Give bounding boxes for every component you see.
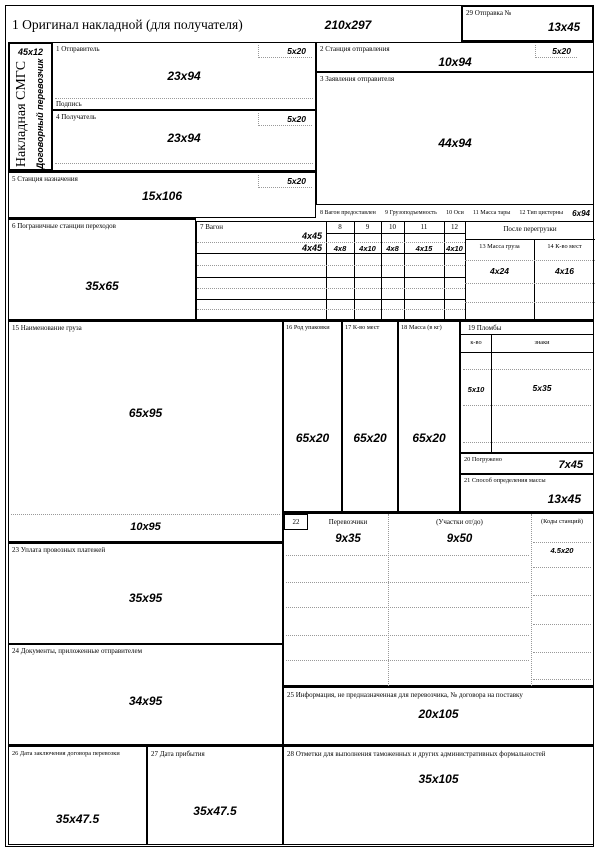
box-22-number-cell (284, 514, 308, 530)
box-28-dim: 35x105 (418, 772, 459, 786)
box-25-dim: 20x105 (418, 707, 459, 721)
wagon-col-7-dim-2: 4x45 (301, 243, 322, 253)
dotted-rule (197, 265, 465, 266)
box-2-departure-station-field (316, 42, 594, 72)
box-17-label: 17 К-во мест (345, 324, 380, 331)
rule-line (197, 253, 465, 254)
wagon-col-10-dim: 4x8 (386, 244, 399, 253)
box-20-loaded-field (460, 453, 594, 474)
box-26-contract-date-field (8, 745, 147, 845)
dotted-rule (11, 514, 280, 515)
rule-line (354, 222, 355, 319)
rule-line (326, 233, 465, 234)
wagon-col-8-dim: 4x8 (333, 244, 347, 253)
col-14-label: 14 К-во мест (547, 243, 582, 250)
dotted-rule (463, 442, 591, 443)
box-6-label: 6 Пограничные станции переходов (12, 222, 116, 230)
box-4-dim: 23x94 (167, 131, 201, 145)
box-29-label: 29 Отправка № (466, 9, 512, 17)
box-28-label: 28 Отметки для выполнения таможенных и других административных формальностей (287, 750, 546, 758)
sidebar-dim: 45x12 (17, 47, 44, 57)
box-26-dim: 35x47.5 (55, 812, 100, 826)
wagon-col-10-header: 10 (389, 223, 396, 231)
box-20-label: 20 Погружено (464, 456, 502, 463)
box-23-dim: 35x95 (128, 591, 163, 605)
box-18-dim: 65x20 (412, 431, 446, 445)
box-2-dim: 10x94 (438, 55, 472, 69)
box-18-mass-field (398, 320, 460, 512)
box-25-label: 25 Информация, не предназначенная для перевозчика, № договора на поставку (287, 691, 523, 699)
box-21-mass-method-field (460, 474, 594, 512)
rule-line (326, 222, 327, 319)
box-15-cargo-name-field (8, 320, 283, 542)
box-17-dim: 65x20 (353, 431, 387, 445)
box-29-dim: 13x45 (548, 22, 580, 34)
rule-line (381, 222, 382, 319)
dotted-rule (465, 283, 595, 284)
wagon-bar-item-11: 11 Масса тары (473, 210, 511, 216)
seals-marks-dim: 5x35 (532, 383, 552, 393)
dotted-rule (465, 260, 595, 261)
dotted-rule (533, 679, 591, 680)
box-28-customs-marks-field (283, 745, 594, 845)
box-15-dim-2: 10x95 (130, 521, 161, 533)
station-codes-header: (Коды станций) (541, 518, 583, 525)
dotted-rule (197, 242, 465, 243)
box-1-corner-dim: 5x20 (258, 45, 312, 58)
box-24-attached-documents-field (8, 644, 283, 745)
box-25-non-carrier-info-field (283, 686, 594, 745)
sidebar-subtitle-vertical: Договорный перевозчик (35, 58, 45, 170)
box-21-dim: 13x45 (547, 492, 581, 506)
box-1-dim: 23x94 (167, 69, 201, 83)
station-codes-dim: 4.5x20 (550, 546, 574, 555)
dotted-rule (286, 555, 529, 556)
box-24-label: 24 Документы, приложенные отправителем (12, 647, 143, 655)
box-16-dim: 65x20 (295, 431, 330, 445)
col-14-dim: 4x16 (555, 266, 574, 276)
dotted-rule (286, 582, 529, 583)
wagon-col-8-header: 8 (338, 223, 342, 231)
dotted-rule (286, 660, 529, 661)
box-16-package-type-field (283, 320, 342, 512)
col-13-dim: 4x24 (490, 266, 509, 276)
carriers-dim: 9x35 (335, 533, 361, 545)
wagon-col-7-label: 7 Вагон (200, 223, 223, 231)
dotted-rule (533, 652, 591, 653)
rule-line (404, 222, 405, 319)
seals-marks-header: знаки (534, 339, 550, 346)
form-title: 1 Оригинал накладной (для получателя) (12, 17, 243, 32)
dotted-rule (197, 309, 465, 310)
dotted-rule (533, 595, 591, 596)
wagon-bar-item-9: 9 Грузоподъемность (385, 210, 437, 216)
dotted-rule (55, 98, 313, 99)
wagon-col-11-header: 11 (420, 223, 428, 231)
sidebar-title-vertical: Накладная СМГС (14, 60, 29, 168)
box-20-dim: 7x45 (558, 459, 583, 471)
box-23-freight-payment-field (8, 542, 283, 644)
box-5-dim: 15x106 (141, 189, 183, 203)
box-27-arrival-date-field (147, 745, 283, 845)
wagon-col-12-header: 12 (451, 223, 458, 231)
box-19-label: 19 Пломбы (468, 324, 502, 332)
wagon-bar-dim: 6x94 (572, 208, 590, 218)
sidebar-smgs (8, 42, 53, 171)
wagon-header-bar (316, 205, 594, 221)
dotted-rule (286, 607, 529, 608)
box-3-dim: 44x94 (438, 136, 472, 150)
rule-line (465, 239, 595, 240)
wagon-bar-item-10: 10 Оси (446, 210, 464, 216)
wagon-table (196, 221, 594, 320)
box-16-label: 16 Род упаковки (286, 324, 330, 331)
wagon-bar-item-8: 8 Вагон предоставлен (320, 210, 376, 216)
box-17-pieces-count-field (342, 320, 398, 512)
box-4-receiver-field (52, 110, 316, 171)
rule-line (461, 334, 593, 335)
sections-header: (Участки от/до) (436, 518, 483, 526)
box-29-dispatch-number (461, 5, 594, 42)
box-3-sender-statements-field (316, 72, 594, 205)
box-1-label: 1 Отправитель (56, 45, 100, 53)
box-4-label: 4 Получатель (56, 113, 97, 121)
box-27-label: 27 Дата прибытия (151, 750, 205, 758)
wagon-bar-item-12: 12 Тип цистерны (519, 210, 563, 216)
wagon-col-7-dim-1: 4x45 (301, 231, 322, 241)
box-6-dim: 35x65 (85, 279, 119, 293)
dotted-rule (286, 635, 529, 636)
box-15-dim: 65x95 (128, 406, 163, 420)
box-18-label: 18 Масса (в кг) (401, 324, 442, 331)
box-5-corner-dim: 5x20 (258, 175, 312, 188)
rule-line (491, 334, 492, 453)
wagon-col-12-dim: 4x10 (446, 244, 463, 253)
box-22-number: 22 (292, 518, 300, 526)
box-21-label: 21 Способ определения массы (464, 477, 546, 484)
signature-label: Подпись (56, 100, 82, 108)
wagon-col-11-dim: 4x15 (415, 244, 433, 253)
box-22-carriers-table (283, 512, 594, 686)
sections-dim: 9x50 (446, 533, 473, 545)
box-27-dim: 35x47.5 (193, 804, 237, 818)
dotted-rule (533, 542, 591, 543)
box-23-label: 23 Уплата провозных платежей (12, 546, 106, 554)
seals-qty-dim: 5x10 (467, 385, 485, 394)
box-4-corner-dim: 5x20 (258, 113, 312, 126)
box-24-dim: 34x95 (128, 694, 163, 708)
dotted-rule (533, 567, 591, 568)
rule-line (197, 299, 465, 300)
box-5-label: 5 Станция назначения (12, 175, 78, 183)
box-5-destination-station-field (8, 171, 316, 218)
dotted-rule (197, 288, 465, 289)
rule-line (197, 277, 465, 278)
sheet-dimension: 210x297 (324, 18, 372, 32)
box-3-label: 3 Заявления отправителя (320, 75, 395, 83)
box-6-border-stations-field (8, 218, 196, 320)
box-2-corner-dim: 5x20 (535, 45, 577, 58)
wagon-col-9-dim: 4x10 (359, 244, 376, 253)
box-2-label: 2 Станция отправления (320, 45, 390, 53)
seals-qty-header: к-во (470, 339, 482, 346)
rule-line (444, 222, 445, 319)
after-transfer-title: После перегрузки (503, 225, 557, 233)
dotted-rule (55, 163, 313, 164)
rule-line (534, 239, 535, 319)
dotted-rule (533, 624, 591, 625)
box-1-sender-field (52, 42, 316, 110)
box-19-seals-field (460, 320, 594, 453)
dotted-rule (463, 369, 591, 370)
dotted-rule (465, 302, 595, 303)
dotted-rule (531, 514, 532, 686)
wagon-col-9-header: 9 (365, 223, 370, 231)
col-13-label: 13 Масса груза (479, 243, 520, 250)
dotted-rule (463, 405, 591, 406)
carriers-header: Перевозчики (328, 518, 368, 526)
box-15-label: 15 Наименование груза (12, 324, 82, 332)
box-26-label: 26 Дата заключения договора перевозки (12, 750, 120, 757)
rule-line (461, 352, 593, 353)
